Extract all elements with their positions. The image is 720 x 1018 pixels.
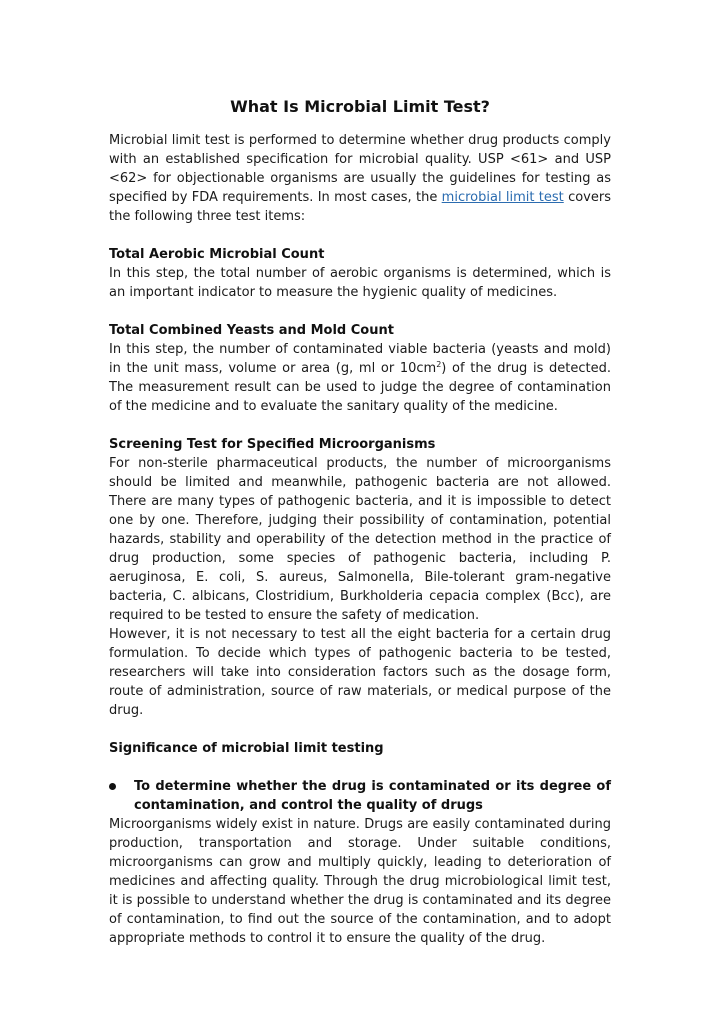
section-text-yeasts bbox=[109, 340, 611, 416]
spacer bbox=[109, 416, 611, 435]
bullet-dot-icon bbox=[109, 783, 116, 790]
yeasts-text-end: ) of the drug is detected. The measurement result can be used to judge the degree of contamination of the medicine and to evaluate the sanitary quality of the medicine. bbox=[109, 361, 611, 414]
spacer bbox=[109, 758, 611, 777]
bullet-item bbox=[109, 777, 611, 815]
intro-text: Microbial limit test is performed to determine whether drug products comply with an established specification for microbial quality. USP <61> and USP <62> for objectionable organisms are usually the guidelines for testing as specified by FDA requirements. In most cases, the bbox=[109, 133, 611, 205]
page-title: What Is Microbial Limit Test? bbox=[230, 97, 490, 116]
section-text-aerobic: In this step, the total number of aerobic organisms is determined, which is an important indicator to measure the hygienic quality of medicines. bbox=[109, 266, 611, 300]
section-heading-aerobic: Total Aerobic Microbial Count bbox=[109, 247, 325, 262]
microbial-limit-test-link[interactable]: microbial limit test bbox=[441, 190, 564, 205]
spacer bbox=[109, 226, 611, 245]
spacer bbox=[109, 302, 611, 321]
section-heading-significance: Significance of microbial limit testing bbox=[109, 741, 384, 756]
section-heading-yeasts: Total Combined Yeasts and Mold Count bbox=[109, 323, 394, 338]
section-text-significance: Microorganisms widely exist in nature. Drugs are easily contaminated during production, transportation and storage. Under suitable conditions, microorganisms can grow and multiply quickly, leading to deterioration of medicines and affecting quality. Through the drug microbiological limit test, it is possible to understand whether the drug is contaminated and its degree of contamination, to find out the source of the contamination, and to adopt appropriate methods to control it to ensure the quality of the drug. bbox=[109, 817, 611, 946]
document-body bbox=[109, 96, 611, 948]
section-text-screening-2: However, it is not necessary to test all the eight bacteria for a certain drug formulation. To decide which types of pathogenic bacteria to be tested, researchers will take into consideration factors such as the dosage form, route of administration, source of raw materials, or medical purpose of the drug. bbox=[109, 627, 611, 718]
spacer bbox=[109, 720, 611, 739]
bullet-text: To determine whether the drug is contaminated or its degree of contamination, and control the quality of drugs bbox=[134, 779, 611, 813]
intro-text-end: covers the following three test items: bbox=[109, 190, 611, 224]
superscript: 2 bbox=[436, 360, 442, 369]
section-text-screening-1: For non-sterile pharmaceutical products, the number of microorganisms should be limited and meanwhile, pathogenic bacteria are not allowed. There are many types of pathogenic bacteria, and it is impossible to detect one by one. Therefore, judging their possibility of contamination, potential hazards, stability and operability of the detection method in the practice of drug production, some species of pathogenic bacteria, including P. aeruginosa, E. coli, S. aureus, Salmonella, Bile-tolerant gram-negative bacteria, C. albicans, Clostridium, Burkholderia cepacia complex (Bcc), are required to be tested to ensure the safety of medication. bbox=[109, 456, 611, 623]
intro-paragraph bbox=[109, 131, 611, 226]
yeasts-text-start: In this step, the number of contaminated viable bacteria (yeasts and mold) in the unit mass, volume or area (g, ml or 10cm bbox=[109, 342, 611, 376]
section-heading-screening: Screening Test for Specified Microorganisms bbox=[109, 437, 436, 452]
